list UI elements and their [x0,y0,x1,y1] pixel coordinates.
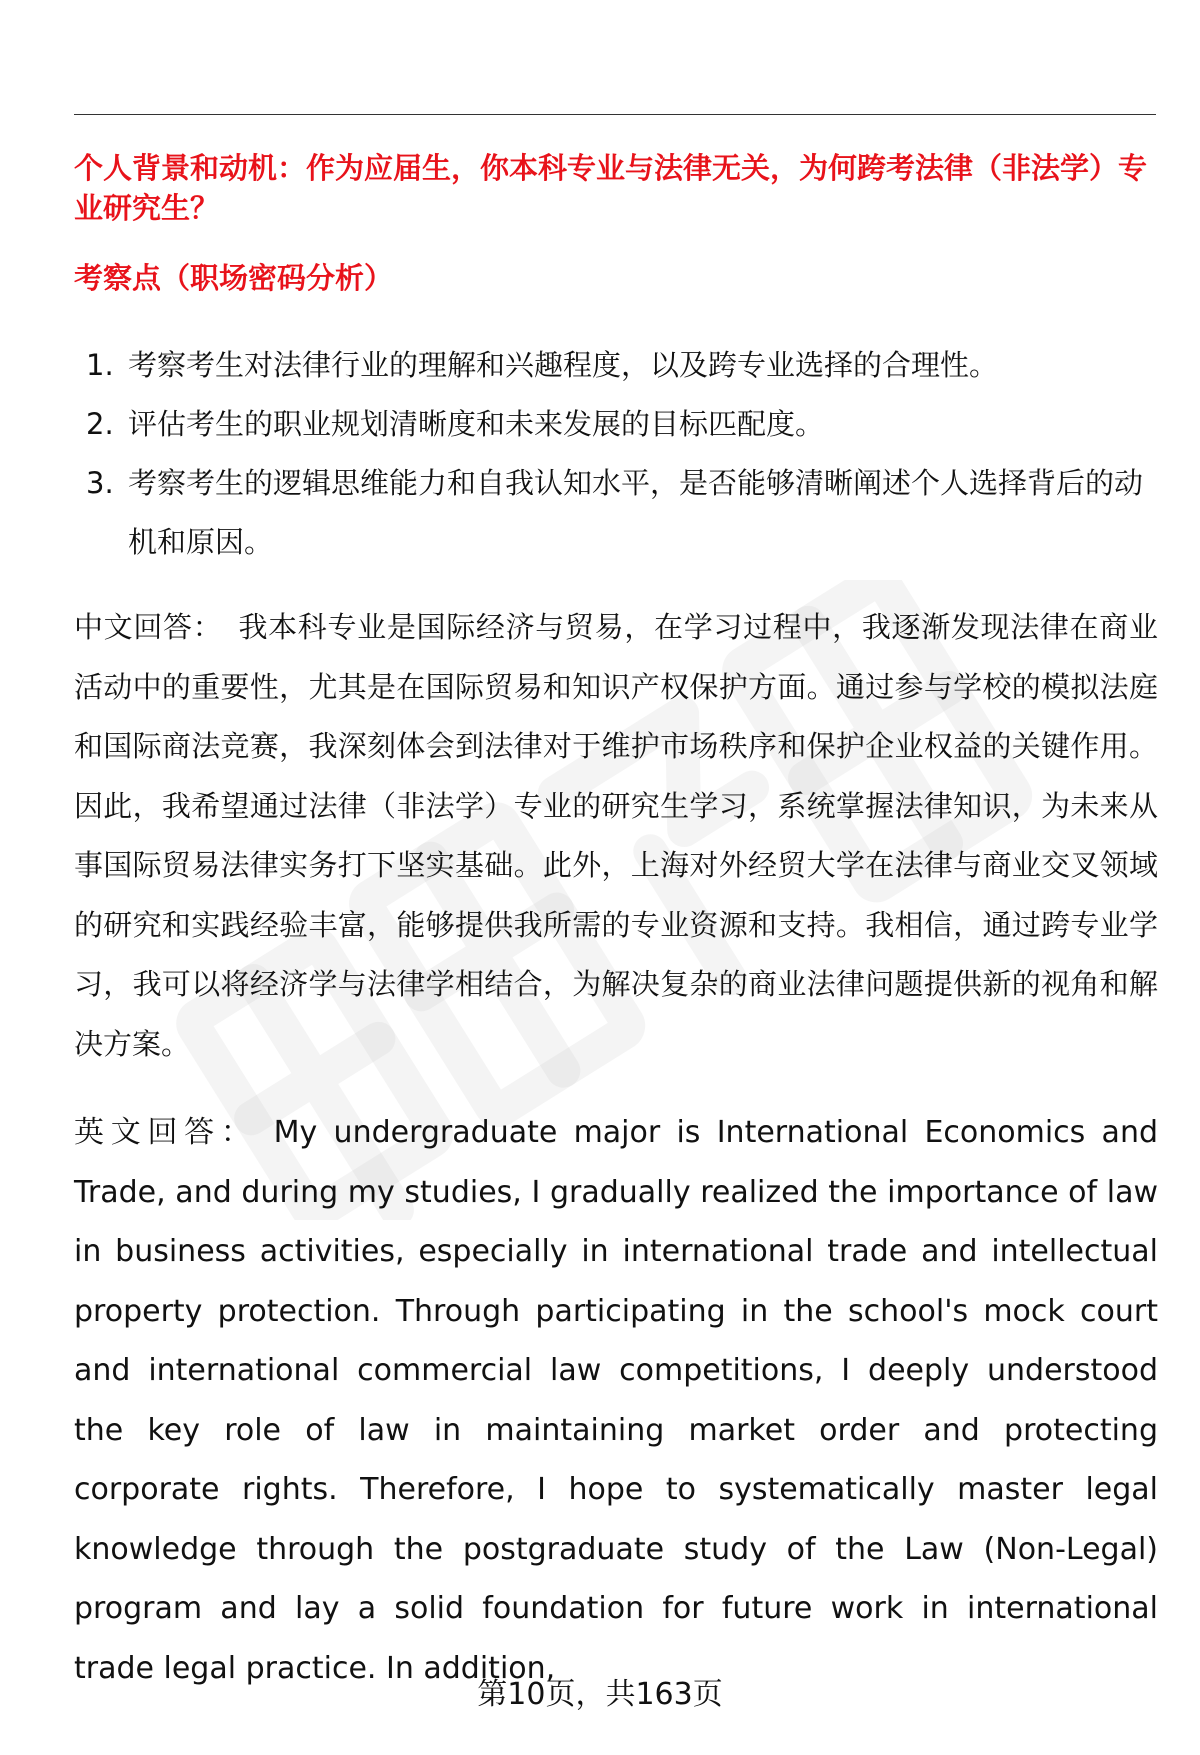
section-heading: 考察点（职场密码分析） [74,261,394,295]
chinese-answer-text: 我本科专业是国际经济与贸易，在学习过程中，我逐渐发现法律在商业活动中的重要性，尤其是在国际贸易和知识产权保护方面。通过参与学校的模拟法庭和国际商法竞赛，我深刻体会到法律对于维护市场秩序和保护企业权益的关键作用。因此，我希望通过法律（非法学）专业的研究生学习，系统掌握法律知识，为未来从事国际贸易法律实务打下坚实基础。此外，上海对外经贸大学在法律与商业交叉领域的研究和实践经验丰富，能够提供我所需的专业资源和支持。我相信，通过跨专业学习，我可以将经济学与法律学相结合，为解决复杂的商业法律问题提供新的视角和解决方案。 [74,610,1158,1061]
english-answer [74,1103,1158,1698]
list-item-text: 考察考生对法律行业的理解和兴趣程度，以及跨专业选择的合理性。 [128,348,999,382]
list-item-number: 1. [86,348,114,382]
assessment-points-list [74,336,1156,572]
chinese-answer [74,598,1158,1074]
english-answer-label: 英文回答： [74,1115,258,1150]
page-number-footer: 第10页，共163页 [477,1677,723,1712]
header-rule [74,114,1156,115]
chinese-answer-label: 中文回答： [74,610,223,644]
list-item [74,336,1156,395]
list-item-number: 2. [86,407,114,441]
list-item [74,454,1156,572]
list-item-text: 考察考生的逻辑思维能力和自我认知水平，是否能够清晰阐述个人选择背后的动机和原因。 [128,466,1144,559]
list-item-number: 3. [86,466,114,500]
list-item-text: 评估考生的职业规划清晰度和未来发展的目标匹配度。 [128,407,825,441]
english-answer-text: My undergraduate major is International Economics and Trade, and during my studies, I gradually realized the importance of law in business activities, especially in international trade and intellectual property protection. Through participating in the school's mock court and international commercial law competitions, I deeply understood the key role of law in maintaining market order and protecting corporate rights. Therefore, I hope to systematically master legal knowledge through the postgraduate study of the Law (Non-Legal) program and lay a solid foundation for future work in international trade legal practice. In addition, [74,1115,1158,1686]
question-heading: 个人背景和动机：作为应届生，你本科专业与法律无关，为何跨考法律（非法学）专业研究生？ [74,151,1148,225]
list-item [74,395,1156,454]
